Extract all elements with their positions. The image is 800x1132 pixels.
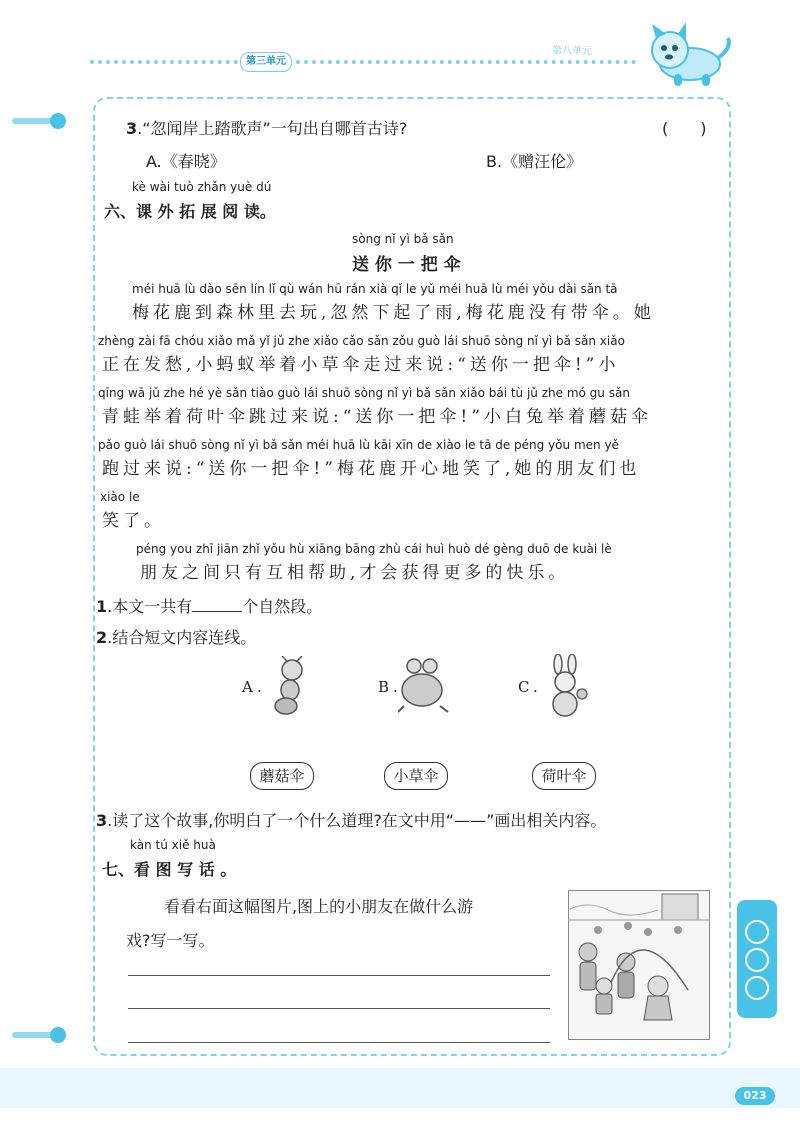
story-text-line: 青蛙举着荷叶伞跳过来说:“送你一把伞!”小白兔举着蘑菇伞 xyxy=(102,407,652,427)
rabbit-icon xyxy=(540,654,590,718)
match-option-grass-umbrella[interactable]: 小草伞 xyxy=(384,762,448,790)
story-text-line: 梅花鹿到森林里去玩,忽然下起了雨,梅花鹿没有带伞。她 xyxy=(132,303,655,323)
match-label-c: C. xyxy=(518,678,542,696)
option-b: B.《赠汪伦》 xyxy=(486,152,583,171)
left-pin-bottom xyxy=(12,1032,58,1038)
answer-blank[interactable] xyxy=(192,597,242,612)
story-text-line: 正在发愁,小蚂蚁举着小草伞走过来说:“送你一把伞!”小 xyxy=(102,355,620,375)
story-pinyin-line: péng you zhī jiān zhǐ yǒu hù xiāng bāng zhù cái huì huò dé gèng duō de kuài lè xyxy=(136,542,612,556)
match-label-a: A. xyxy=(242,678,266,696)
story-text-line: 跑过来说:“送你一把伞!”梅花鹿开心地笑了,她的朋友们也 xyxy=(102,459,641,479)
story-text-line: 笑了。 xyxy=(102,511,165,531)
frog-icon xyxy=(398,656,450,714)
question-2: 2.结合短文内容连线。 xyxy=(96,628,257,647)
story-pinyin-line: xiào le xyxy=(100,490,140,504)
unit-tag: 第三单元 xyxy=(240,52,292,72)
writing-line[interactable] xyxy=(128,1008,550,1009)
option-a: A.《春晓》 xyxy=(146,152,226,171)
story-text-line: 朋友之间只有互相帮助,才会获得更多的快乐。 xyxy=(140,563,570,583)
match-option-lotus-umbrella[interactable]: 荷叶伞 xyxy=(532,762,596,790)
header-dotted-line-right xyxy=(296,60,636,64)
story-pinyin-line: qīng wā jǔ zhe hé yè sǎn tiào guò lái shuō sòng nǐ yì bǎ sǎn xiǎo bái tù jǔ zhe mó gu sǎn xyxy=(98,386,630,400)
section7-pinyin: kàn tú xiě huà xyxy=(130,838,216,852)
writing-prompt-line2: 戏?写一写。 xyxy=(126,931,215,950)
story-pinyin-line: zhèng zài fā chóu xiǎo mǎ yǐ jǔ zhe xiǎo cǎo sǎn zǒu guò lái shuō sòng nǐ yì bǎ sǎn xiǎo xyxy=(98,334,625,348)
sidebar-marker xyxy=(737,900,777,1018)
section6-pinyin: kè wài tuò zhǎn yuè dú xyxy=(132,180,272,194)
match-option-mushroom-umbrella[interactable]: 蘑菇伞 xyxy=(250,762,314,790)
sidebar-circle xyxy=(745,920,769,944)
footer-band xyxy=(0,1068,800,1108)
writing-line[interactable] xyxy=(128,1042,550,1043)
question-3-top: 3.“忽闻岸上踏歌声”一句出自哪首古诗? xyxy=(126,119,408,138)
question-3: 3.读了这个故事,你明白了一个什么道理?在文中用“——”画出相关内容。 xyxy=(96,811,607,830)
story-title-pinyin: sòng nǐ yì bǎ sǎn xyxy=(352,232,454,246)
header-dotted-line-left xyxy=(90,60,238,64)
answer-paren: ( ) xyxy=(662,119,707,138)
section6-title: 六、课 外 拓 展 阅 读。 xyxy=(104,202,276,221)
page-number: 023 xyxy=(735,1087,775,1105)
sidebar-circle xyxy=(745,976,769,1000)
sidebar-circle xyxy=(745,948,769,972)
writing-line[interactable] xyxy=(128,975,550,976)
children-playing-illustration xyxy=(568,890,710,1040)
puppy-mascot-icon xyxy=(640,22,735,90)
match-label-b: B. xyxy=(378,678,402,696)
section7-title: 七、看 图 写 话 。 xyxy=(102,860,237,879)
story-pinyin-line: pǎo guò lái shuō sòng nǐ yì bǎ sǎn méi huā lù kāi xīn de xiào le tā de péng yǒu men yě xyxy=(98,438,619,452)
story-title: 送 你 一 把 伞 xyxy=(352,255,461,275)
unit-right-label: 第八单元 xyxy=(552,46,592,57)
writing-prompt-line1: 看看右面这幅图片,图上的小朋友在做什么游 xyxy=(164,897,474,916)
story-pinyin-line: méi huā lù dào sēn lín lǐ qù wán hū rán xià qǐ le yǔ méi huā lù méi yǒu dài sǎn tā xyxy=(132,282,618,296)
question-1: 1.本文一共有 个自然段。 xyxy=(96,597,323,616)
left-pin-top xyxy=(12,118,58,124)
ant-icon xyxy=(264,656,314,716)
